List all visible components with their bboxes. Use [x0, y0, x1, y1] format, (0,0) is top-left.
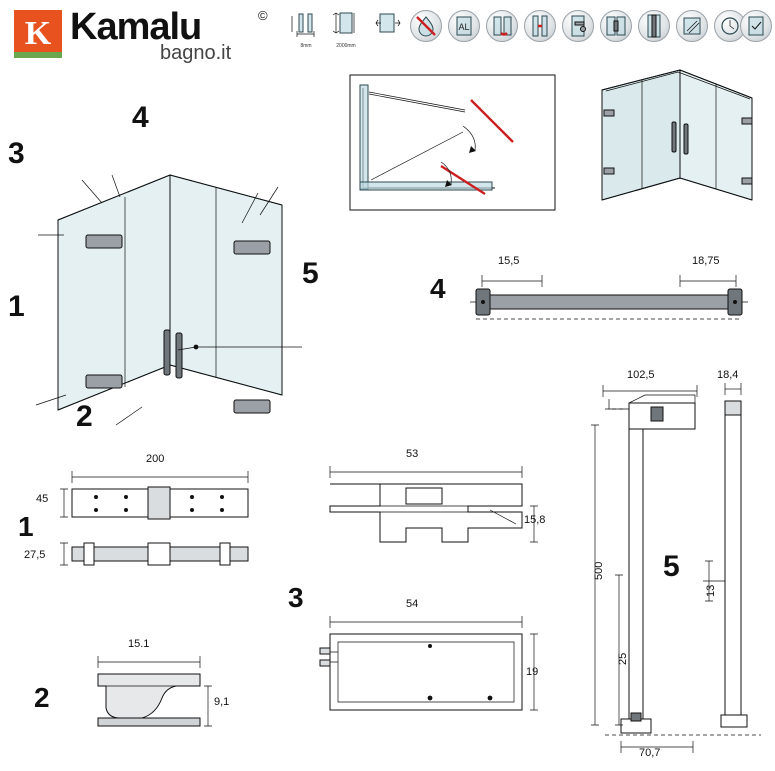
dim-27-5: 27,5	[24, 549, 46, 561]
magnetic-seal-icon	[524, 10, 556, 42]
dim-70-7: 70,7	[639, 747, 661, 759]
dim-15-5: 15,5	[498, 255, 520, 267]
callout-3: 3	[8, 137, 25, 170]
main-assembly-drawing	[8, 75, 320, 435]
certified-icon	[740, 10, 772, 42]
icon-tempered-glass	[448, 10, 480, 56]
icon-profile-bar	[638, 10, 670, 56]
dim-9-1: 9,1	[214, 696, 230, 708]
height-measure-icon	[330, 10, 362, 40]
icon-anti-limescale	[410, 10, 442, 56]
icon-magnetic-seal	[524, 10, 556, 56]
icon-reversible-door	[486, 10, 518, 56]
tempered-glass-icon	[448, 10, 480, 42]
brand-logo	[10, 8, 275, 64]
copyright-symbol: ©	[258, 8, 268, 23]
callout-part-3: 3	[288, 582, 304, 613]
part-3-lower-profile-drawing	[288, 582, 560, 750]
part-3-upper-profile-drawing	[310, 450, 560, 590]
part-4-profile-drawing	[430, 255, 750, 345]
part-2-seal-drawing	[34, 638, 260, 750]
dim-102-5: 102,5	[627, 369, 655, 381]
callout-1: 1	[8, 290, 25, 323]
top-view-drawing	[345, 70, 560, 230]
icon-caption: 2000mm	[336, 43, 356, 49]
adjustable-profile-icon	[372, 10, 404, 40]
dim-53: 53	[406, 448, 419, 460]
callout-2: 2	[76, 400, 93, 433]
icon-adjustable-profile	[372, 10, 404, 56]
brand-name: Kamalu	[70, 6, 202, 48]
callout-part-2: 2	[34, 682, 50, 713]
callout-part-4: 4	[430, 273, 446, 304]
part-5-handle-drawing	[585, 365, 775, 760]
dim-25: 25	[617, 652, 629, 665]
callout-part-1: 1	[18, 511, 34, 542]
icon-easy-clean	[676, 10, 708, 56]
glass-thickness-icon	[290, 10, 322, 40]
dim-200: 200	[146, 453, 165, 465]
dim-13: 13	[705, 584, 717, 597]
icon-certified	[740, 10, 772, 56]
dim-18-75: 18,75	[692, 255, 720, 267]
profile-bar-icon	[638, 10, 670, 42]
brand-subtitle: bagno.it	[160, 42, 232, 64]
dim-15-8: 15,8	[524, 514, 546, 526]
icon-hinge	[600, 10, 632, 56]
callout-5: 5	[302, 257, 319, 290]
icon-caption: 8mm	[300, 43, 312, 49]
icon-handle	[562, 10, 594, 56]
dim-19: 19	[526, 666, 539, 678]
callout-4: 4	[132, 101, 149, 134]
easy-clean-icon	[676, 10, 708, 42]
anti-limescale-icon	[410, 10, 442, 42]
dim-15-1: 15.1	[128, 638, 150, 650]
callout-part-5: 5	[663, 550, 680, 583]
svg-text:AL: AL	[458, 22, 470, 32]
dim-54: 54	[406, 598, 419, 610]
icon-height	[330, 10, 362, 56]
hinge-icon	[600, 10, 632, 42]
dim-500: 500	[593, 561, 605, 580]
isometric-view-drawing	[580, 60, 775, 235]
feature-icon-strip	[290, 6, 768, 62]
dim-45: 45	[36, 493, 49, 505]
handle-icon	[562, 10, 594, 42]
part-1-bracket-drawing	[18, 453, 280, 595]
logo-mark-icon	[14, 10, 62, 58]
logo-letter: K	[24, 15, 52, 52]
reversible-door-icon	[486, 10, 518, 42]
icon-glass-thickness	[290, 10, 322, 56]
dim-18-4: 18,4	[717, 369, 739, 381]
logo-green-bar	[14, 52, 62, 58]
